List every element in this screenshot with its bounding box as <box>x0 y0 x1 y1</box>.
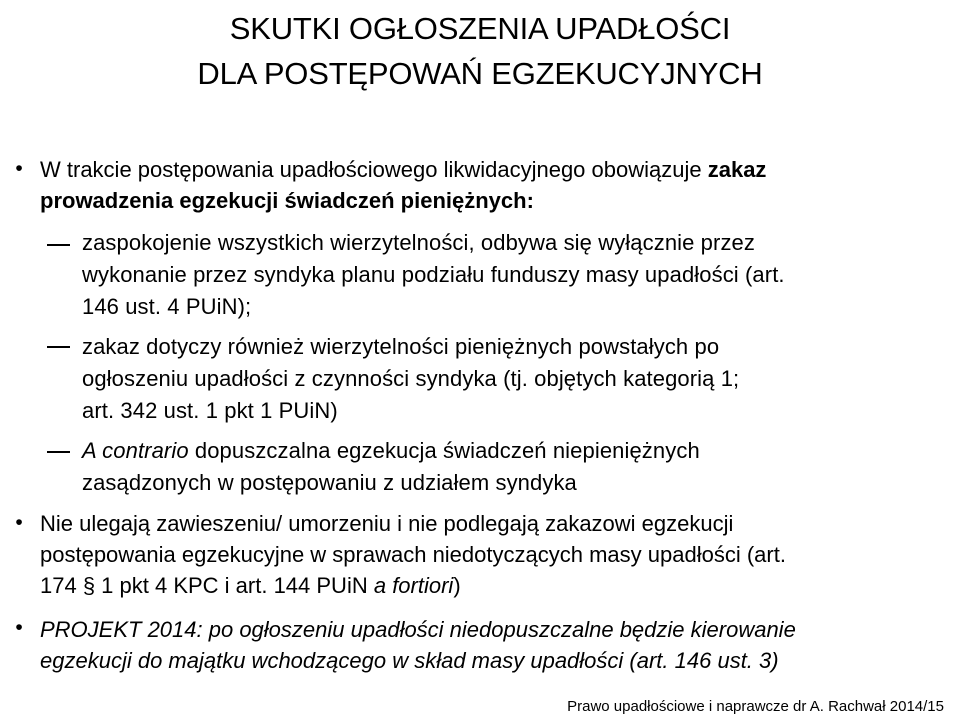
dash-marker <box>47 346 70 348</box>
dash-marker <box>47 451 70 453</box>
bullet-text-bold: zakaz prowadzenia egzekucji świadczeń pieniężnych: <box>40 157 767 213</box>
bullet-text-part-2: ) <box>453 573 461 598</box>
bullet-text-part-1: Nie ulegają zawieszeniu/ umorzeniu i nie podlegają zakazowi egzekucji postępowania egzekucyjne w sprawach niedotyczących masy upadłości (art. 174 § 1 pkt 4 KPC i art. 144 PUiN <box>40 511 786 598</box>
dash-marker <box>47 244 70 246</box>
bullet-marker: • <box>15 511 23 534</box>
slide-title <box>0 6 960 96</box>
sub-item-settlement: zaspokojenie wszystkich wierzytelności, odbywa się wyłącznie przez wykonanie przez syndyka planu podziału funduszy masy upadłości (art. 146 ust. 4 PUiN); <box>82 230 785 319</box>
bullet-marker: • <box>15 157 23 180</box>
slide-title-line-1: SKUTKI OGŁOSZENIA UPADŁOŚCI <box>229 11 731 46</box>
sub-item-a-contrario <box>82 435 958 499</box>
bullet-text-enforcement-ban <box>40 154 958 216</box>
slide-footer: Prawo upadłościowe i naprawcze dr A. Rachwał 2014/15 <box>567 698 944 715</box>
sub-item-rest: dopuszczalna egzekucja świadczeń niepieniężnych zasądzonych w postępowaniu z udziałem syndyka <box>82 438 700 495</box>
bullet-text-italic: a fortiori <box>373 573 454 598</box>
bullet-text-plain: W trakcie postępowania upadłościowego likwidacyjnego obowiązuje <box>40 157 708 182</box>
bullet-marker: • <box>15 616 23 639</box>
sub-item-italic: A contrario <box>82 438 189 463</box>
bullet-text-project-2014: PROJEKT 2014: po ogłoszeniu upadłości niedopuszczalne będzie kierowanie egzekucji do majątku wchodzącego w skład masy upadłości (art. 146 ust. 3) <box>40 617 796 673</box>
slide-title-line-2: DLA POSTĘPOWAŃ EGZEKUCYJNYCH <box>197 56 763 91</box>
bullet-text-exemptions <box>40 508 958 601</box>
sub-item-ban-scope: zakaz dotyczy również wierzytelności pieniężnych powstałych po ogłoszeniu upadłości z czynności syndyka (tj. objętych kategorią 1; art. 342 ust. 1 pkt 1 PUiN) <box>82 334 740 423</box>
